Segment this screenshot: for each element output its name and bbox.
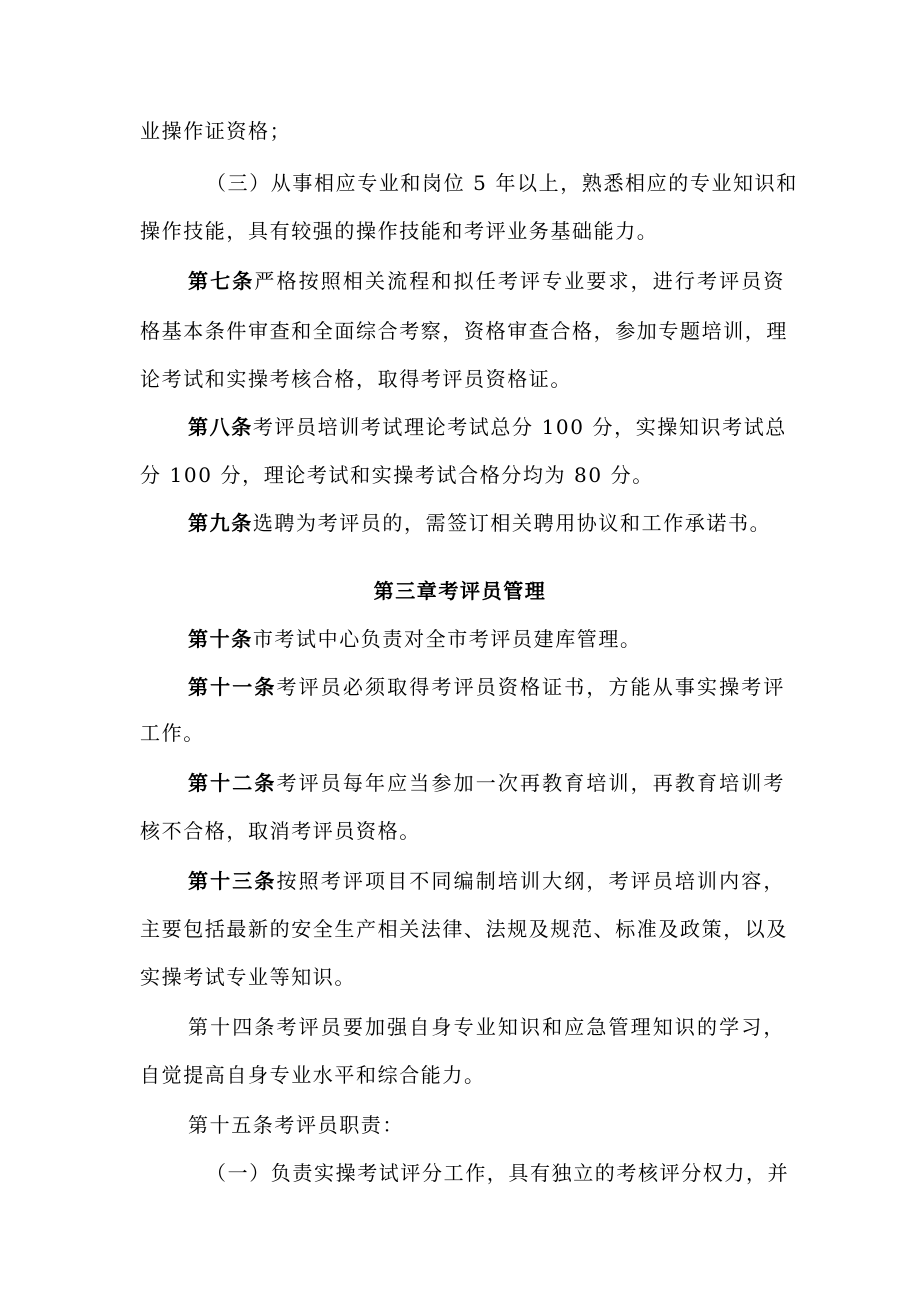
article-label: 第十二条 — [188, 771, 277, 795]
article-text: 考评员必须取得考评员资格证书，方能从事实操考评 — [276, 675, 785, 699]
article-15-line: 第十五条考评员职责： — [188, 1113, 404, 1137]
paragraph-line: 实操考试专业等知识。 — [140, 965, 356, 989]
article-text: 考评员培训考试理论考试总分 100 分，实操知识考试总 — [252, 415, 787, 439]
paragraph-line: 主要包括最新的安全生产相关法律、法规及规范、标准及政策，以及 — [140, 917, 788, 941]
article-label: 第十条 — [188, 627, 253, 651]
article-label: 第十一条 — [188, 675, 277, 699]
article-label: 第十三条 — [188, 869, 277, 893]
article-11-line — [188, 674, 785, 700]
article-text: 严格按照相关流程和拟任考评专业要求，进行考评员资 — [254, 269, 785, 293]
paragraph-line: 业操作证资格； — [140, 119, 292, 143]
paragraph-line: 操作技能，具有较强的操作技能和考评业务基础能力。 — [140, 219, 659, 243]
article-9-line — [188, 510, 785, 536]
paragraph-line: 核不合格，取消考评员资格。 — [140, 819, 421, 843]
article-text: 按照考评项目不同编制培训大纲，考评员培训内容， — [276, 869, 785, 893]
article-text: 选聘为考评员的，需签订相关聘用协议和工作承诺书。 — [252, 511, 772, 535]
paragraph-line: 格基本条件审查和全面综合考察，资格审查合格，参加专题培训，理 — [140, 319, 788, 343]
article-label: 第八条 — [188, 415, 253, 439]
article-text: 市考试中心负责对全市考评员建库管理。 — [252, 627, 642, 651]
article-text: 考评员每年应当参加一次再教育培训，再教育培训考 — [276, 771, 785, 795]
paragraph-line: 自觉提高自身专业水平和综合能力。 — [140, 1063, 486, 1087]
paragraph-line: 分 100 分，理论考试和实操考试合格分均为 80 分。 — [140, 463, 654, 487]
article-8-line — [188, 414, 785, 440]
article-7-line — [188, 268, 785, 294]
article-14-line: 第十四条考评员要加强自身专业知识和应急管理知识的学习， — [188, 1015, 785, 1039]
paragraph-line: （三）从事相应专业和岗位 5 年以上，熟悉相应的专业知识和 — [206, 171, 798, 195]
chapter-title: 第三章考评员管理 — [373, 579, 547, 603]
article-13-line — [188, 868, 785, 894]
paragraph-line: 论考试和实操考核合格，取得考评员资格证。 — [140, 367, 572, 391]
article-12-line — [188, 770, 785, 796]
duty-1-line: （一）负责实操考试评分工作，具有独立的考核评分权力，并 — [206, 1161, 790, 1185]
article-10-line — [188, 626, 785, 652]
paragraph-line: 工作。 — [140, 721, 205, 745]
article-label: 第九条 — [188, 511, 253, 535]
article-label: 第七条 — [188, 269, 255, 293]
